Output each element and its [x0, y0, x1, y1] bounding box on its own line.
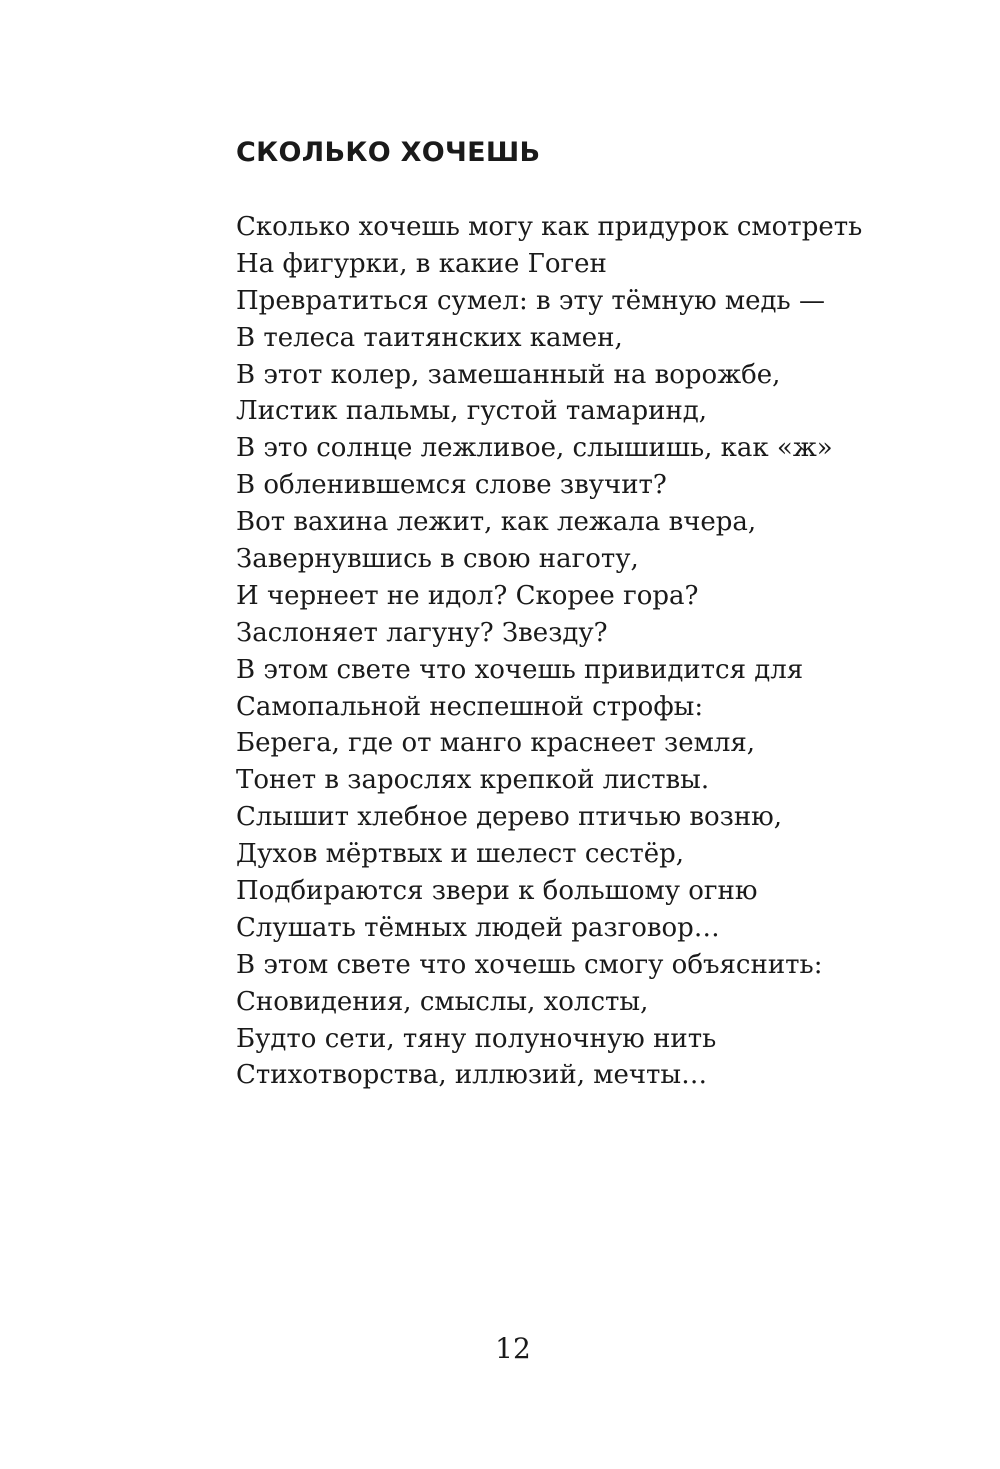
poem-line: Самопальной неспешной строфы:	[236, 691, 704, 722]
poem-line: В это солнце лежливое, слышишь, как «ж»	[236, 433, 833, 464]
poem-line: Заслоняет лагуну? Звезду?	[236, 617, 608, 648]
poem-line: Слушать тёмных людей разговор…	[236, 912, 720, 943]
page-number: 12	[495, 1332, 531, 1365]
poem-title: СКОЛЬКО ХОЧЕШЬ	[236, 137, 541, 168]
poem-line: И чернеет не идол? Скорее гора?	[236, 580, 699, 611]
poem-line: Превратиться сумел: в эту тёмную медь —	[236, 285, 825, 316]
poem-line: Слышит хлебное дерево птичью возню,	[236, 802, 783, 833]
poem-body	[236, 209, 862, 1094]
poem-line: Вот вахина лежит, как лежала вчера,	[236, 507, 757, 538]
poem-line: Духов мёртвых и шелест сестёр,	[236, 839, 685, 870]
poem-line: На фигурки, в какие Гоген	[236, 248, 607, 279]
poem-line: Завернувшись в свою наготу,	[236, 544, 639, 575]
poem-line: Сновидения, смыслы, холсты,	[236, 986, 649, 1017]
poem-line: Сколько хочешь могу как придурок смотреть	[236, 212, 863, 242]
poem-line: Тонет в зарослях крепкой листвы.	[236, 765, 710, 796]
poem-line: В этом свете что хочешь привидится для	[236, 654, 804, 685]
poem-line: Подбираются звери к большому огню	[236, 876, 758, 907]
poem-line: В телеса таитянских камен,	[236, 322, 623, 353]
poem-line: Стихотворства, иллюзий, мечты…	[236, 1060, 708, 1091]
poem-line: В этом свете что хочешь смогу объяснить:	[236, 949, 823, 980]
poem-line: В этот колер, замешанный на ворожбе,	[236, 359, 781, 390]
poem-line: Листик пальмы, густой тамаринд,	[236, 396, 708, 427]
poem-line: Будто сети, тяну полуночную нить	[236, 1023, 717, 1054]
poem-line: В обленившемся слове звучит?	[236, 470, 667, 501]
poem-line: Берега, где от манго краснеет земля,	[236, 728, 756, 759]
